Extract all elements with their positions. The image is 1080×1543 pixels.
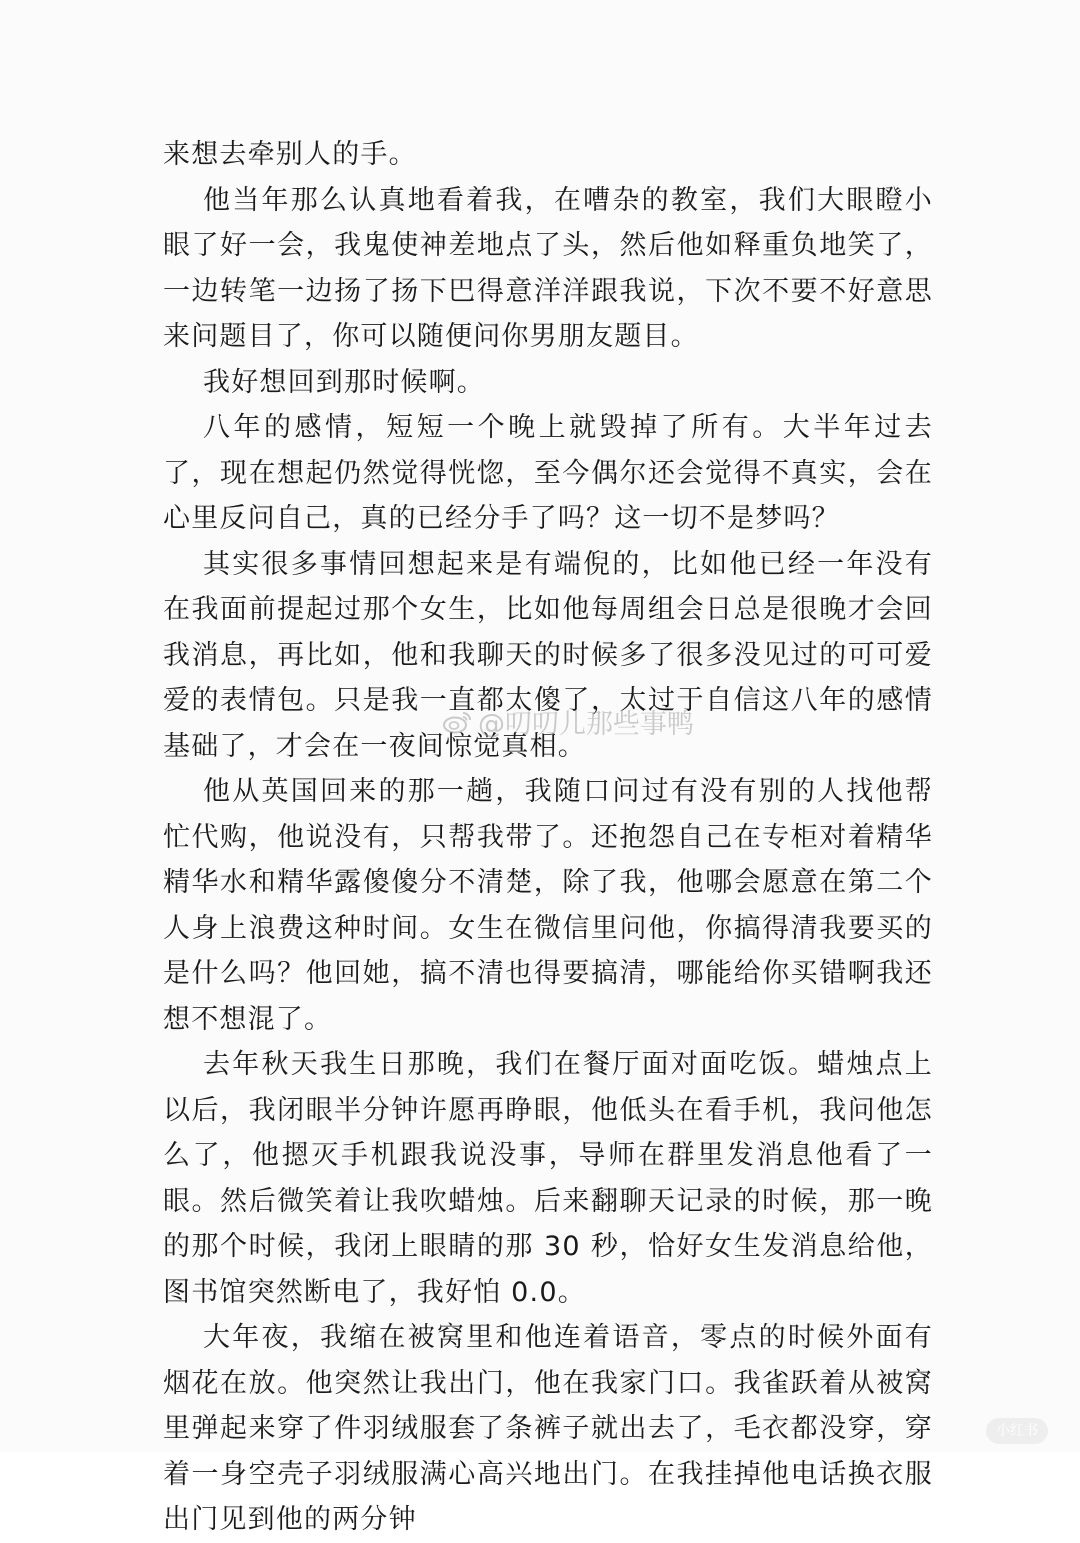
- paragraph-1: 来想去牵别人的手。: [163, 139, 417, 170]
- article-body: [163, 132, 933, 1543]
- paragraph-3: 我好想回到那时候啊。: [203, 366, 485, 398]
- paragraph-4: 八年的感情，短短一个晚上就毁掉了所有。大半年过去了，现在想起仍然觉得恍惚，至今偶尔还会觉得不真实，会在心里反问自己，真的已经分手了吗？这一切不是梦吗？: [163, 412, 933, 534]
- paragraph-6: 他从英国回来的那一趟，我随口问过有没有别的人找他帮忙代购，他说没有，只帮我带了。还抱怨自己在专柜对着精华精华水和精华露傻傻分不清楚，除了我，他哪会愿意在第二个人身上浪费这种时间。女生在微信里问他，你搞得清我要买的是什么吗？他回她，搞不清也得要搞清，哪能给你买错啊我还想不想混了。: [163, 776, 933, 1035]
- paragraph-5: 其实很多事情回想起来是有端倪的，比如他已经一年没有在我面前提起过那个女生，比如他每周组会日总是很晚才会回我消息，再比如，他和我聊天的时候多了很多没见过的可可爱爱的表情包。只是我一直都太傻了，太过于自信这八年的感情基础了，才会在一夜间惊觉真相。: [163, 548, 933, 762]
- watermark-text: @叨叨儿那些事鸭: [478, 709, 694, 740]
- paragraph-8: 大年夜，我缩在被窝里和他连着语音，零点的时候外面有烟花在放。他突然让我出门，他在我家门口。我雀跃着从被窝里弹起来穿了件羽绒服套了条裤子就出去了，毛衣都没穿，穿着一身空壳子羽绒服满心高兴地出门。在我挂掉他电话换衣服出门见到他的两分钟: [163, 1322, 933, 1535]
- paragraph-7: 去年秋天我生日那晚，我们在餐厅面对面吃饭。蜡烛点上以后，我闭眼半分钟许愿再睁眼，他低头在看手机，我问他怎么了，他摁灭手机跟我说没事，导师在群里发消息他看了一眼。然后微笑着让我吹蜡烛。后来翻聊天记录的时候，那一晚的那个时候，我闭上眼睛的那 30 秒，恰好女生发消息给他，图书馆突然断电了，我好怕 0.0。: [163, 1049, 933, 1308]
- corner-logo: 小红书: [986, 1418, 1048, 1444]
- paragraph-2: 他当年那么认真地看着我，在嘈杂的教室，我们大眼瞪小眼了好一会，我鬼使神差地点了头，然后他如释重负地笑了，一边转笔一边扬了扬下巴得意洋洋跟我说，下次不要不好意思来问题目了，你可以随便问你男朋友题目。: [163, 184, 933, 352]
